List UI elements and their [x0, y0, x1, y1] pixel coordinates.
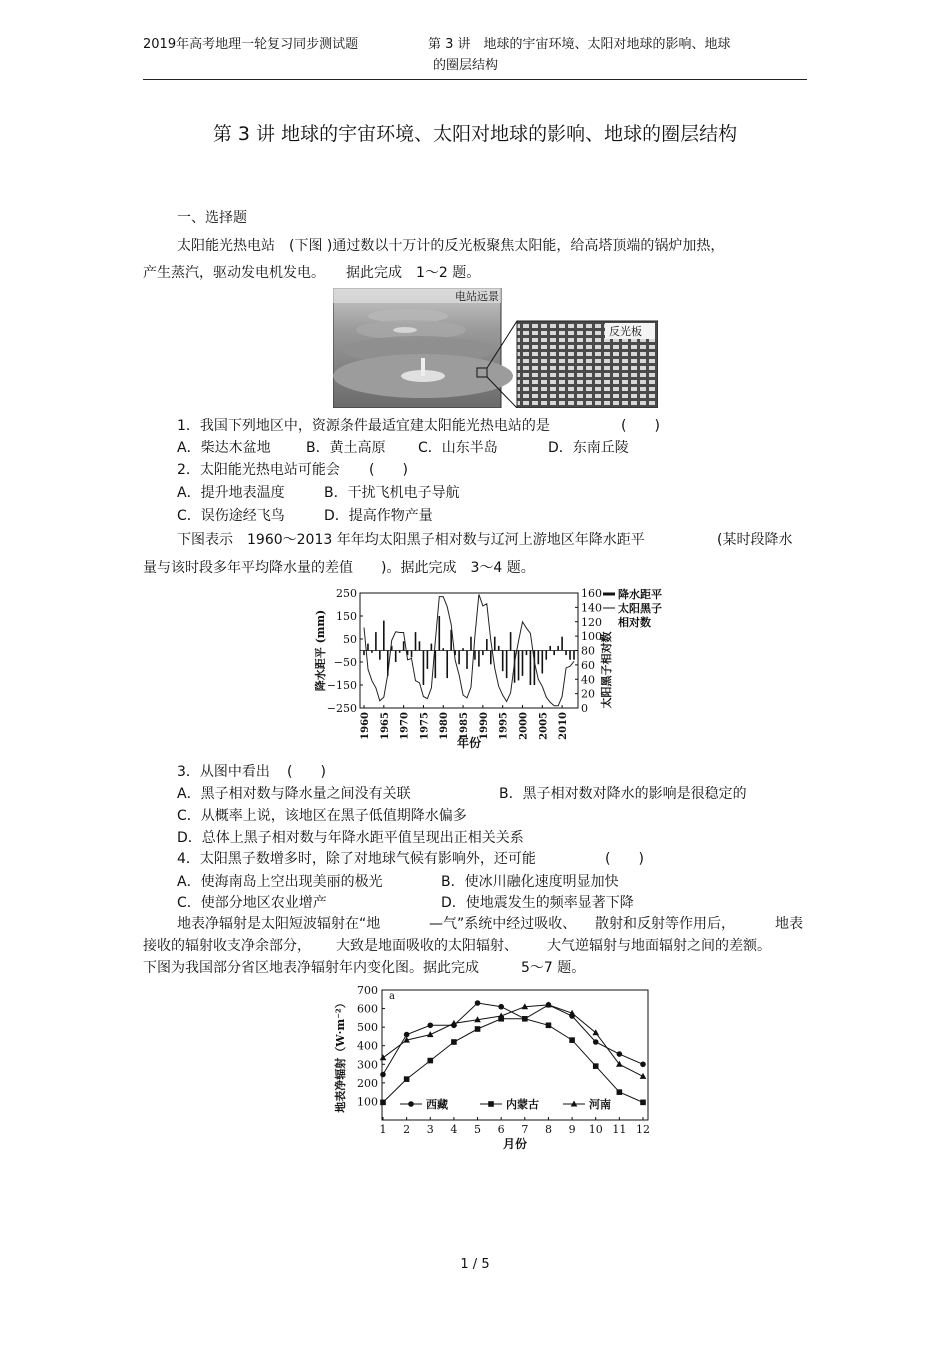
- chart1-precip-bar: [502, 651, 504, 672]
- chart1-precip-bar: [403, 641, 405, 650]
- chart2-series-line-2: [383, 1019, 643, 1103]
- chart2-legend-marker: [488, 1101, 494, 1107]
- chart2-x-tick-label: 6: [497, 1123, 505, 1136]
- chart2-point: [593, 1063, 599, 1069]
- intro3-line2-c: 大气逆辐射与地面辐射之间的差额。: [547, 938, 771, 954]
- chart2-point: [617, 1089, 623, 1095]
- q4-option-b: B．使冰川融化速度明显加快: [441, 874, 619, 890]
- chart2-y-tick-label: 100: [357, 1095, 378, 1109]
- chart2-point: [427, 1058, 433, 1064]
- header-rule: [143, 79, 807, 80]
- chart2-point: [404, 1076, 410, 1082]
- chart1-right-tick-label: 60: [581, 658, 595, 672]
- chart1-right-tick-label: 120: [581, 615, 602, 629]
- chart2-x-tick-label: 12: [636, 1123, 650, 1136]
- chart2-legend-label: 河南: [589, 1098, 611, 1111]
- chart2-x-tick-label: 2: [403, 1123, 411, 1136]
- chart1-precip-bar: [379, 651, 381, 660]
- intro3-line2-a: 接收的辐射收支净余部分，: [143, 938, 311, 954]
- chart2-x-tick-label: 1: [379, 1123, 387, 1136]
- chart2-panel-label: a: [389, 991, 395, 1002]
- chart2-point: [427, 1031, 434, 1037]
- chart2-x-tick-label: 9: [568, 1123, 576, 1136]
- header-left: 2019年高考地理一轮复习同步测试题: [143, 37, 359, 52]
- power-station-photo: [333, 288, 658, 408]
- chart2-point: [475, 1026, 481, 1032]
- chart1-left-tick-label: −50: [333, 656, 357, 669]
- chart1-right-tick-label: 160: [581, 587, 602, 600]
- chart1-right-tick-label: 0: [581, 702, 588, 715]
- intro2-line2: 量与该时段多年平均降水量的差值 )。据此完成 3～4 题。: [143, 560, 535, 576]
- intro3-line1-c: 散射和反射等作用后，: [595, 916, 735, 932]
- q3-stem: 3．从图中看出: [177, 764, 270, 780]
- chart2-point: [640, 1061, 646, 1067]
- chart1-precip-bar: [510, 632, 512, 650]
- chart1-legend-line-label: 太阳黑子: [618, 602, 662, 615]
- chart1-precip-bar: [438, 616, 440, 651]
- chart1-precip-bar: [367, 644, 369, 651]
- q2-paren: ( ): [369, 462, 408, 478]
- chart1-x-tick-label: 1980: [439, 712, 451, 740]
- chart1-precip-bar: [470, 637, 472, 651]
- chart1-right-axis-title: 太阳黑子相对数: [600, 631, 613, 709]
- chart2-legend-label: 内蒙古: [506, 1098, 539, 1111]
- chart1-precip-bar: [530, 651, 532, 686]
- chart1-precip-bar: [363, 651, 365, 656]
- chart1-precip-bar: [569, 651, 571, 660]
- chart1-precip-bar: [553, 651, 555, 656]
- chart2-x-tick-label: 11: [612, 1123, 627, 1136]
- intro2-line1: 下图表示 1960～2013 年年均太阳黑子相对数与辽河上游地区年降水距平: [177, 532, 645, 548]
- chart1-x-tick-label: 2010: [558, 712, 570, 740]
- chart1-precip-bar: [518, 651, 520, 681]
- q1-option-a: A．柴达木盆地: [177, 440, 271, 456]
- chart2-point: [546, 1022, 552, 1028]
- chart2-series-line-1: [383, 1003, 643, 1075]
- chart1-left-tick-label: −250: [326, 702, 357, 715]
- chart1-precip-bar: [442, 648, 444, 650]
- chart1-x-tick-label: 2005: [538, 712, 550, 740]
- chart2-point: [498, 1004, 504, 1010]
- q1-paren: ( ): [621, 418, 660, 434]
- intro2-line1-tail: (某时段降水: [717, 532, 793, 548]
- chart1-precip-bar: [494, 637, 496, 651]
- q2-option-a: A．提升地表温度: [177, 485, 285, 501]
- chart2-y-tick-label: 400: [357, 1039, 378, 1053]
- chart1-precip-bar: [542, 651, 544, 674]
- chart1-precip-bar: [466, 651, 468, 669]
- chart1-precip-bar: [458, 651, 460, 665]
- chart2-point: [640, 1100, 646, 1106]
- chart2-point: [569, 1037, 575, 1043]
- intro3-line1-a: 地表净辐射是太阳短波辐射在“地: [177, 916, 381, 932]
- chart1-precip-bar: [538, 651, 540, 665]
- chart1-precip-bar: [565, 651, 567, 656]
- chart1-precip-bar: [462, 648, 464, 650]
- q2-option-c: C．误伤途经飞鸟: [177, 508, 285, 524]
- chart1-precip-bar: [557, 646, 559, 651]
- chart2-y-tick-label: 200: [357, 1076, 378, 1090]
- chart1-x-axis-title: 年份: [456, 736, 482, 750]
- intro1-line1: 太阳能光热电站 (下图 )通过数以十万计的反光板聚焦太阳能，给高塔顶端的锅炉加热，: [177, 238, 725, 254]
- chart2-point: [617, 1051, 623, 1057]
- q3-paren: ( ): [287, 764, 326, 780]
- chart1-precip-bar: [371, 651, 373, 653]
- chart1-precip-bar: [435, 651, 437, 679]
- chart1-left-axis-title: 降水距平 (mm): [314, 609, 327, 692]
- q4-option-d: D．使地震发生的频率显著下降: [441, 895, 634, 911]
- chart2-point: [380, 1100, 386, 1106]
- chart2-x-tick-label: 5: [474, 1123, 482, 1136]
- chart1-precip-bar: [486, 639, 488, 651]
- chart1-right-tick-label: 40: [581, 673, 595, 687]
- chart1-left-tick-label: −150: [326, 679, 357, 692]
- chart1-precip-bar: [399, 651, 401, 653]
- chart1-precip-bar: [478, 651, 480, 667]
- chart1-precip-bar: [561, 637, 563, 651]
- intro3-line3: 下图为我国部分省区地表净辐射年内变化图。据此完成 5～7 题。: [143, 960, 586, 976]
- q2-stem: 2．太阳能光热电站可能会: [177, 462, 340, 478]
- chart1-right-tick-label: 80: [581, 644, 595, 658]
- intro1-line2: 产生蒸汽，驱动发电机发电。 据此完成 1～2 题。: [143, 265, 481, 281]
- intro3-line1-d: 地表: [775, 916, 803, 932]
- chart1-left-tick-label: 50: [343, 633, 357, 646]
- chart2-point: [404, 1032, 410, 1038]
- q2-option-b: B．干扰飞机电子导航: [324, 485, 460, 501]
- chart1-left-tick-label: 150: [336, 610, 357, 623]
- chart2-x-axis-title: 月份: [502, 1137, 528, 1151]
- sunspot-precipitation-chart: [310, 585, 700, 750]
- chart2-x-tick-label: 7: [521, 1123, 529, 1136]
- chart2-point: [380, 1072, 386, 1078]
- q3-option-a: A．黑子相对数与降水量之间没有关联: [177, 786, 411, 802]
- chart2-x-tick-label: 4: [450, 1123, 458, 1136]
- q2-option-d: D．提高作物产量: [324, 508, 433, 524]
- chart1-precip-bar: [427, 651, 429, 669]
- q1-stem: 1．我国下列地区中，资源条件最适宜建太阳能光热电站的是: [177, 418, 550, 434]
- chart1-precip-bar: [431, 644, 433, 651]
- chart2-point: [451, 1039, 457, 1045]
- q3-option-b: B．黑子相对数对降水的影响是很稳定的: [499, 786, 747, 802]
- q4-option-c: C．使部分地区农业增产: [177, 895, 327, 911]
- q1-option-c: C．山东半岛: [418, 440, 498, 456]
- chart2-point: [640, 1073, 647, 1079]
- photo-label-far: 电站远景: [455, 290, 499, 303]
- chart1-precip-bar: [395, 651, 397, 663]
- chart1-x-tick-label: 1985: [459, 712, 471, 740]
- chart1-precip-bar: [411, 651, 413, 658]
- chart1-sunspot-line: [364, 594, 574, 705]
- chart1-left-tick-label: 250: [336, 587, 357, 600]
- chart1-precip-bar: [526, 651, 528, 656]
- chart1-precip-bar: [549, 646, 551, 651]
- chart1-right-tick-label: 140: [581, 601, 602, 615]
- chart1-precip-bar: [506, 651, 508, 679]
- chart1-precip-bar: [423, 651, 425, 686]
- chart2-point: [592, 1029, 599, 1035]
- q1-option-d: D．东南丘陵: [548, 440, 629, 456]
- page-title: 第 3 讲 地球的宇宙环境、太阳对地球的影响、地球的圈层结构: [212, 123, 738, 145]
- chart1-precip-bar: [474, 651, 476, 660]
- chart1-precip-bar: [498, 646, 500, 651]
- chart2-y-tick-label: 300: [357, 1058, 378, 1072]
- chart1-precip-bar: [375, 632, 377, 650]
- header-right-line1: 第 3 讲 地球的宇宙环境、太阳对地球的影响、地球: [428, 37, 731, 52]
- intro3-line1-b: —气”系统中经过吸收、: [429, 916, 577, 932]
- chart2-legend-marker: [408, 1101, 414, 1107]
- chart1-legend-bar-label: 降水距平: [618, 588, 662, 601]
- chart1-x-tick-label: 1990: [478, 712, 490, 740]
- section-heading: 一、选择题: [177, 210, 247, 226]
- intro3-line2-b: 大致是地面吸收的太阳辐射、: [336, 938, 518, 954]
- chart1-precip-bar: [383, 621, 385, 651]
- chart1-precip-bar: [415, 632, 417, 650]
- chart1-x-tick-label: 1975: [419, 712, 431, 740]
- q4-option-a: A．使海南岛上空出现美丽的极光: [177, 874, 383, 890]
- q3-option-d: D．总体上黑子相对数与年降水距平值呈现出正相关关系: [177, 830, 524, 846]
- chart2-point: [522, 1016, 528, 1022]
- chart2-x-tick-label: 8: [544, 1123, 552, 1136]
- chart1-precip-bar: [482, 651, 484, 656]
- q4-stem: 4．太阳黑子数增多时，除了对地球气候有影响外，还可能: [177, 851, 536, 867]
- chart1-precip-bar: [545, 651, 547, 660]
- chart1-x-tick-label: 1960: [360, 712, 371, 740]
- chart1-legend-line-label-2: 相对数: [618, 616, 651, 629]
- chart1-x-tick-label: 2000: [518, 712, 530, 740]
- chart2-y-tick-label: 600: [357, 1002, 378, 1016]
- header-right-line2: 的圈层结构: [433, 58, 499, 73]
- chart2-x-tick-label: 10: [588, 1123, 603, 1136]
- chart2-y-tick-label: 700: [357, 984, 378, 997]
- q3-option-c: C．从概率上说，该地区在黑子低值期降水偏多: [177, 808, 467, 824]
- chart1-precip-bar: [446, 651, 448, 679]
- chart1-right-tick-label: 20: [581, 687, 595, 701]
- chart1-right-tick-label: 100: [581, 630, 602, 644]
- q1-option-b: B．黄土高原: [306, 440, 386, 456]
- page-number: 1 / 5: [460, 1257, 490, 1272]
- chart2-y-axis-title: 地表净辐射（W·m⁻²）: [334, 997, 347, 1113]
- chart1-precip-bar: [573, 651, 575, 660]
- chart2-point: [427, 1022, 433, 1028]
- chart2-x-tick-label: 3: [426, 1123, 434, 1136]
- chart1-x-tick-label: 1995: [498, 712, 510, 740]
- net-radiation-chart: [330, 982, 660, 1152]
- chart1-precip-bar: [490, 651, 492, 665]
- chart2-point: [593, 1039, 599, 1045]
- chart2-point: [380, 1054, 387, 1060]
- chart1-x-tick-label: 1965: [379, 712, 391, 740]
- chart1-precip-bar: [419, 641, 421, 650]
- photo-label-panel: 反光板: [609, 325, 642, 338]
- chart2-point: [475, 1000, 481, 1006]
- chart2-y-tick-label: 500: [357, 1021, 378, 1035]
- chart1-precip-bar: [522, 651, 524, 676]
- chart2-legend-label: 西藏: [426, 1098, 448, 1111]
- q4-paren: ( ): [605, 851, 644, 867]
- chart2-series-line-3: [383, 1005, 643, 1077]
- chart1-x-tick-label: 1970: [399, 712, 411, 740]
